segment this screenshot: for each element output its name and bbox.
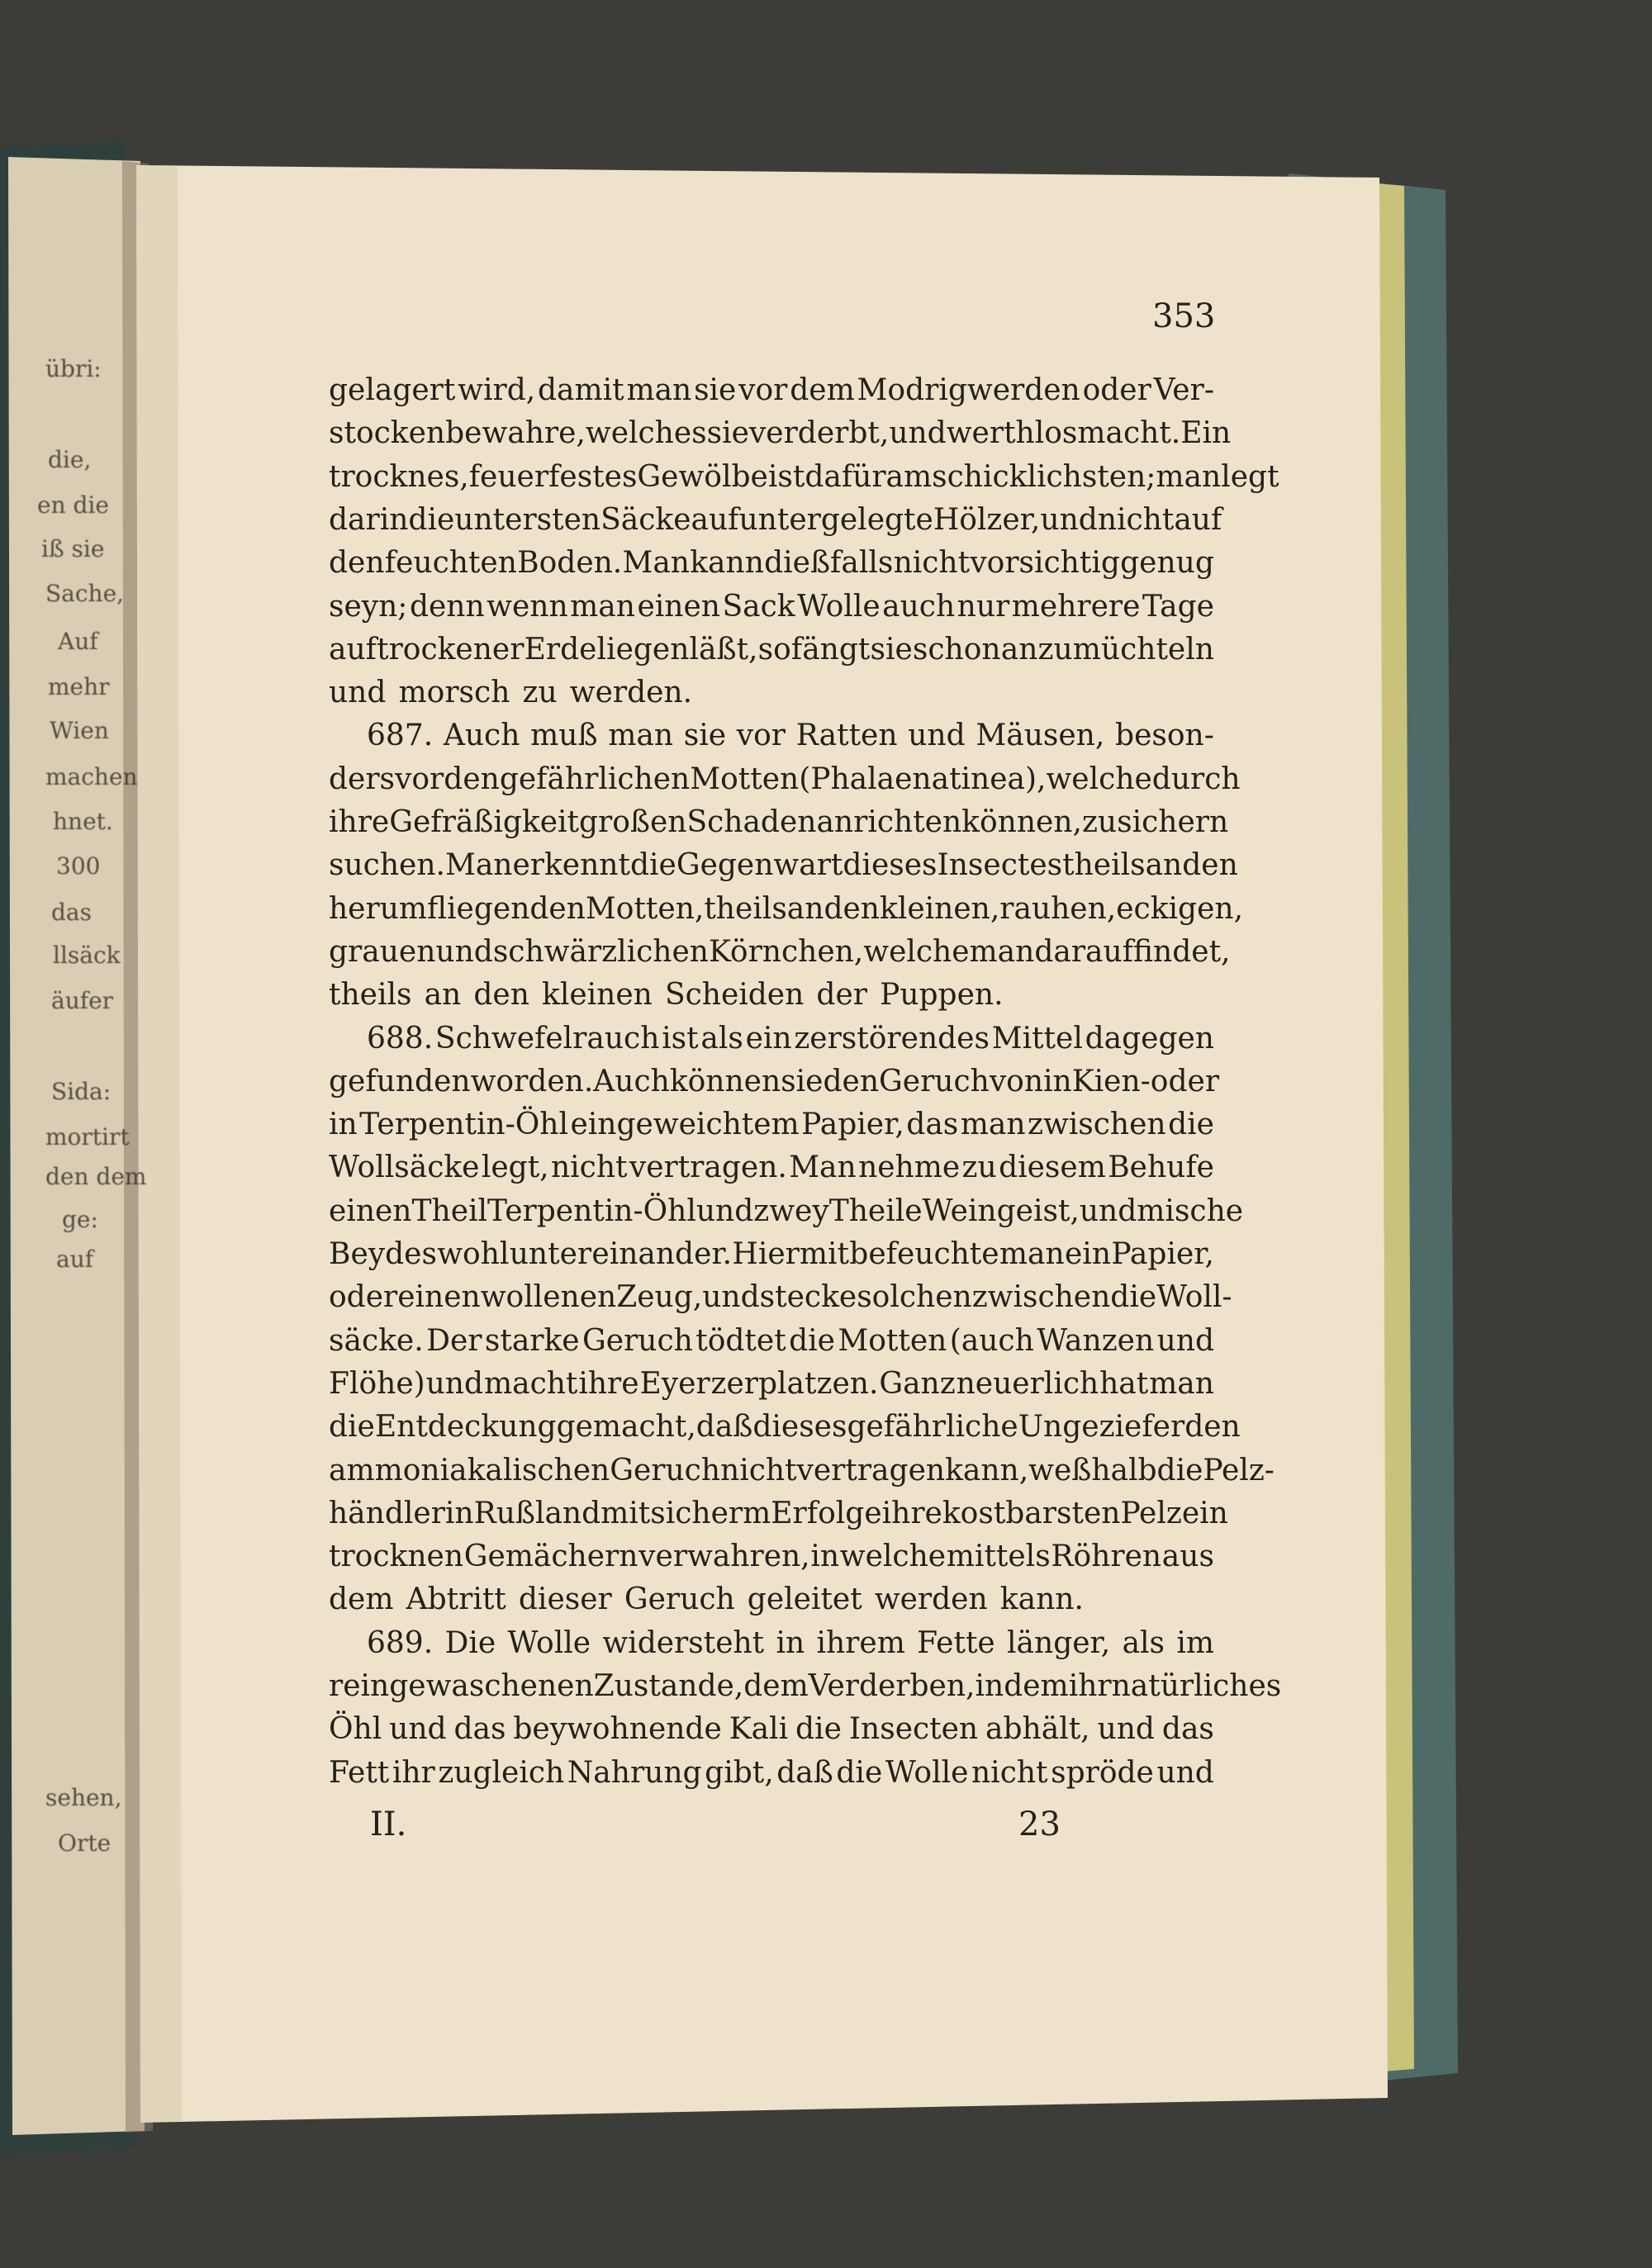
left-page-fragment: machen [45,763,138,790]
left-page-fragment: ge: [62,1206,98,1233]
text-line: und morsch zu werden. [329,676,693,710]
text-line: rein gewaschenen Zustande, dem Verderben, indem ihr natürliches [329,1669,1282,1703]
text-line: einen Theil Terpentin-Öhl und zwey Theile Weingeist, und mische [329,1193,1244,1228]
text-line: säcke. Der starke Geruch tödtet die Motten (auch Wanzen und [329,1323,1214,1358]
text-line: trocknes, feuerfestes Gewölbe ist dafür am schicklichsten; man legt [329,459,1279,494]
left-page-fragment: llsäck [53,942,121,969]
text-line: ammoniakalischen Geruch nicht vertragen kann, weßhalb die Pelz- [329,1453,1275,1487]
left-page-fragment: sehen, [45,1784,122,1811]
text-line: dem Abtritt dieser Geruch geleitet werden kann. [329,1582,1084,1617]
left-page-fragment: iß sie [41,535,105,562]
text-line: oder einen wollenen Zeug, und stecke solchen zwischen die Woll- [329,1280,1232,1315]
text-line: Wollsäcke legt, nicht vertragen. Man nehme zu diesem Behufe [329,1151,1214,1185]
text-line: darin die untersten Säcke auf untergelegte Hölzer, und nicht auf [329,502,1222,537]
text-line: stocken bewahre, welches sie verderbt, und werthlos macht. Ein [329,416,1232,451]
text-line: suchen. Man erkennt die Gegenwart dieses Insectes theils an den [329,848,1238,883]
text-line: in Terpentin-Öhl eingeweichtem Papier, das man zwischen die [329,1108,1214,1142]
text-line: theils an den kleinen Scheiden der Puppen. [329,978,1004,1013]
text-line: Beydes wohl unter einander. Hiermit befeuchte man ein Papier, [329,1237,1214,1271]
left-page-fragment: auf [56,1246,94,1273]
left-page-fragment: Auf [58,628,98,655]
left-page-fragment: den dem [45,1163,147,1190]
text-line: herumfliegenden Motten, theils an den kleinen, rauhen, eckigen, [329,891,1244,926]
text-line: Öhl und das beywohnende Kali die Insecten abhält, und das [329,1712,1214,1747]
text-line: gelagert wird, damit man sie vor dem Modrigwerden oder Ver- [329,373,1214,407]
sheet-number: 23 [1018,1805,1061,1843]
left-page-fragment: hnet. [53,808,113,835]
text-line: grauen und schwärzlichen Körnchen, welche man darauf findet, [329,934,1231,969]
left-page-fragment: äufer [51,987,114,1014]
left-page-fragment: Wien [50,717,109,744]
left-page-fragment: die, [48,446,92,473]
text-line: 689. Die Wolle widersteht in ihrem Fette länger, als im [367,1625,1214,1660]
text-line: ihre Gefräßigkeit großen Schaden anrichten können, zu sichern [329,805,1229,839]
text-line: händler in Rußland mit sicherm Erfolge ihre kostbarsten Pelze in [329,1496,1228,1530]
page-number: 353 [1152,297,1216,335]
left-page-fragment: 300 [56,852,101,880]
left-page-fragment: Sida: [51,1078,112,1105]
left-page-fragment: übri: [45,355,102,382]
text-line: den feuchten Boden. Man kann dießfalls nicht vorsichtig genug [329,546,1214,581]
text-line: die Entdeckung gemacht, daß dieses gefährliche Ungeziefer den [329,1410,1241,1445]
left-page-fragment: en die [37,491,109,519]
left-page-fragment: das [51,899,92,926]
text-line: auf trockener Erde liegen läßt, so fängt sie schon an zu müchteln [329,632,1214,667]
text-line: gefunden worden. Auch können sie den Geruch von in Kien- oder [329,1064,1220,1098]
left-page-fragment: mehr [48,673,110,700]
left-page-fragment: Orte [58,1829,112,1857]
text-line: Fett ihr zugleich Nahrung gibt, daß die Wolle nicht spröde und [329,1755,1214,1790]
text-line: 687. Auch muß man sie vor Ratten und Mäusen, beson- [367,719,1214,753]
left-page-fragment: Sache, [45,580,125,607]
text-line: trocknen Gemächern verwahren, in welche mittels Röhren aus [329,1540,1214,1574]
left-page-fragment: mortirt [45,1123,130,1151]
text-line: ders vor den gefährlichen Motten (Phalaena tinea), welche durch [329,762,1241,796]
text-line: Flöhe) und macht ihre Eyer zerplatzen. Ganz neuerlich hat man [329,1366,1214,1401]
text-line: 688. Schwefelrauch ist als ein zerstörendes Mittel dagegen [367,1021,1214,1056]
signature-mark: II. [370,1805,407,1843]
text-line: seyn; denn wenn man einen Sack Wolle auch nur mehrere Tage [329,589,1214,624]
